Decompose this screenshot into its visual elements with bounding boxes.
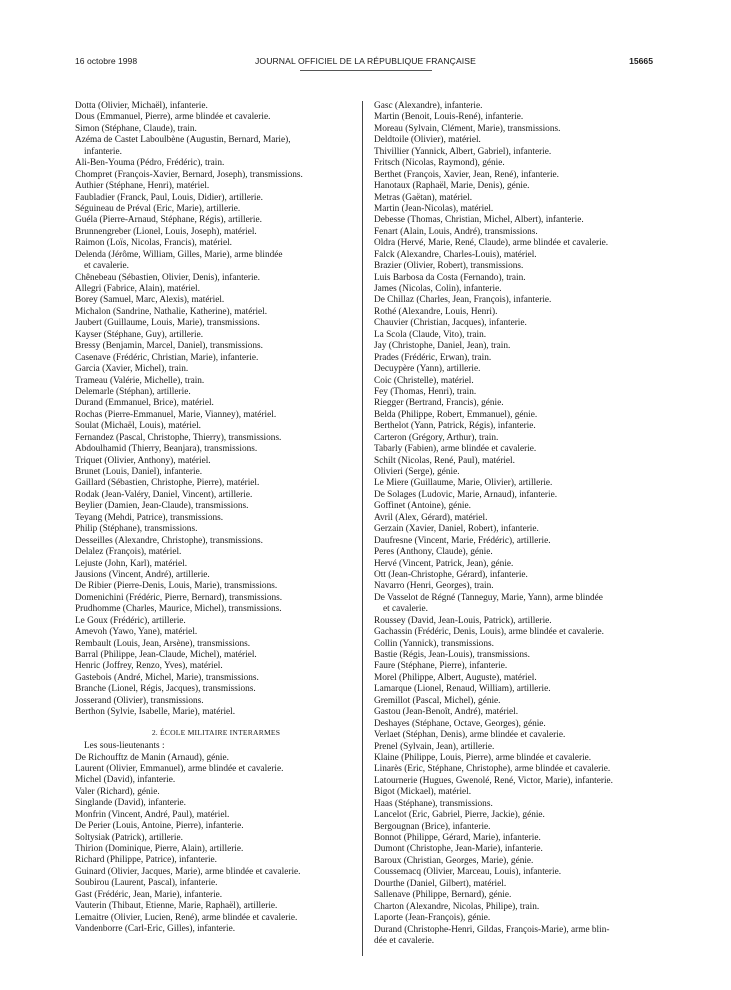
list-item: Chompret (François-Xavier, Bernard, Joseph), transmissions. (75, 169, 303, 180)
list-item: Charton (Alexandre, Nicolas, Philipe), train. (374, 901, 540, 912)
list-item: Navarro (Henri, Georges), train. (374, 581, 494, 592)
list-item: Peres (Anthony, Claude), génie. (374, 547, 493, 558)
list-item: Triquet (Olivier, Anthony), matériel. (75, 455, 211, 466)
list-item: Berthon (Sylvie, Isabelle, Marie), matériel. (75, 707, 236, 718)
list-item: Guéla (Pierre-Arnaud, Stéphane, Régis), artillerie. (75, 215, 262, 226)
list-item: Laurent (Olivier, Emmanuel), arme blindée et cavalerie. (75, 763, 284, 774)
list-item: Teyang (Mehdi, Patrice), transmissions. (75, 512, 224, 523)
list-item: Soulat (Michaël, Louis), matériel. (75, 421, 201, 432)
list-item: La Scola (Claude, Vito), train. (374, 329, 487, 340)
list-item: James (Nicolas, Colin), infanterie. (374, 284, 502, 294)
list-item: Verlaet (Stéphan, Denis), arme blindée et cavalerie. (374, 730, 566, 741)
list-item: Simon (Stéphane, Claude), train. (75, 123, 197, 134)
list-item: Borey (Samuel, Marc, Alexis), matériel. (75, 295, 225, 306)
list-item: Gast (Frédéric, Jean, Marie), infanterie. (75, 889, 223, 900)
list-item: Valer (Richard), génie. (75, 786, 160, 797)
right-column (374, 101, 656, 947)
list-item: Martin (Benoit, Louis-René), infanterie. (374, 112, 524, 123)
list-item: Thirion (Dominique, Pierre, Alain), artillerie. (75, 844, 244, 854)
list-item: Faure (Stéphane, Pierre), infanterie. (374, 661, 508, 672)
list-item: Henric (Joffrey, Renzo, Yves), matériel. (75, 661, 223, 672)
list-item: Thivillier (Yannick, Albert, Gabriel), infanterie. (374, 146, 552, 157)
list-item: Debesse (Thomas, Christian, Michel, Albert), infanterie. (374, 215, 584, 226)
list-item: Singlande (David), infanterie. (75, 798, 187, 809)
list-item: Avril (Alex, Gérard), matériel. (374, 512, 488, 523)
list-item: Gasc (Alexandre), infanterie. (374, 101, 483, 111)
list-item: Ali-Ben-Youma (Pédro, Frédéric), train. (75, 158, 225, 169)
list-item: Gastou (Jean-Benoît, André), matériel. (374, 707, 519, 718)
list-item: Vauterin (Thibaut, Etienne, Marie, Raphaël), artillerie. (75, 901, 278, 912)
list-item: Deldtoile (Olivier), matériel. (374, 135, 481, 146)
list-item: Séguineau de Préval (Eric, Marie), artillerie. (75, 203, 241, 214)
header-title: JOURNAL OFFICIEL DE LA RÉPUBLIQUE FRANÇAISE (255, 56, 476, 66)
list-item: De Solages (Ludovic, Marie, Arnaud), infanterie. (374, 489, 558, 500)
list-item: Rodak (Jean-Valéry, Daniel, Vincent), artillerie. (75, 489, 253, 500)
list-item: Haas (Stéphane), transmissions. (374, 798, 493, 809)
list-item: Hervé (Vincent, Patrick, Jean), génie. (374, 558, 514, 569)
list-item: Bonnot (Philippe, Gérard, Marie), infanterie. (374, 833, 541, 843)
list-item: Falck (Alexandre, Charles-Louis), matériel. (374, 249, 537, 260)
list-item: et cavalerie. (383, 604, 428, 615)
list-item: Daufresne (Vincent, Marie, Frédéric), artillerie. (374, 535, 551, 546)
list-item: Chauvier (Christian, Jacques), infanterie. (374, 318, 527, 329)
list-item: infanterie. (84, 146, 122, 157)
list-item: Ott (Jean-Christophe, Gérard), infanterie. (374, 569, 528, 580)
list-item: Gerzain (Xavier, Daniel, Robert), infanterie. (374, 524, 539, 535)
list-item: Branche (Lionel, Régis, Jacques), transmissions. (75, 684, 256, 695)
list-item: Coussemacq (Olivier, Marceau, Louis), infanterie. (374, 867, 562, 878)
list-item: Lejuste (John, Karl), matériel. (75, 558, 188, 569)
list-item: Lancelot (Eric, Gabriel, Pierre, Jackie), génie. (374, 810, 545, 821)
list-item: Trameau (Valérie, Michelle), train. (75, 375, 205, 386)
header-page-number: 15665 (629, 56, 653, 66)
list-item: Bressy (Benjamin, Marcel, Daniel), transmissions. (75, 341, 263, 352)
list-item: Le Miere (Guillaume, Marie, Olivier), artillerie. (374, 478, 553, 489)
list-item: Tabarly (Fabien), arme blindée et cavalerie. (374, 444, 537, 455)
list-item: Dotta (Olivier, Michaël), infanterie. (75, 101, 208, 111)
list-item: Laporte (Jean-François), génie. (374, 913, 491, 924)
list-item: Berthet (François, Xavier, Jean, René), infanterie. (374, 169, 559, 180)
list-item: Roussey (David, Jean-Louis, Patrick), artillerie. (374, 615, 552, 626)
list-item: Gastebois (André, Michel, Marie), transmissions. (75, 672, 259, 683)
list-item: Carteron (Grégory, Arthur), train. (374, 432, 499, 443)
list-item: Kayser (Stéphane, Guy), artillerie. (75, 329, 204, 340)
list-item: Delalez (François), matériel. (75, 547, 182, 558)
list-item: Jaubert (Guillaume, Louis, Marie), transmissions. (75, 318, 260, 329)
list-item: Olivieri (Serge), génie. (374, 467, 460, 477)
list-item: Garcia (Xavier, Michel), train. (75, 364, 189, 375)
list-item: Abdoulhamid (Thierry, Beanjara), transmissions. (75, 444, 258, 455)
list-item: Barral (Philippe, Jean-Claude, Michel), matériel. (75, 650, 257, 660)
list-item: Luis Barbosa da Costa (Fernando), train. (374, 272, 526, 283)
list-item: Azéma de Castet Laboulbène (Augustin, Bernard, Marie), (75, 135, 291, 146)
list-item: Fenart (Alain, Louis, André), transmissions. (374, 226, 538, 237)
list-item: Authier (Stéphane, Henri), matériel. (75, 181, 210, 192)
list-item: dée et cavalerie. (374, 935, 435, 946)
list-item: Goffinet (Antoine), génie. (374, 501, 471, 512)
list-item: Morel (Philippe, Albert, Auguste), matériel. (374, 672, 537, 683)
list-item: Desseilles (Alexandre, Christophe), transmissions. (75, 535, 263, 546)
list-item: Fernandez (Pascal, Christophe, Thierry), transmissions. (75, 432, 282, 443)
list-item: Chênebeau (Sébastien, Olivier, Denis), infanterie. (75, 272, 260, 283)
list-item: Fritsch (Nicolas, Raymond), génie. (374, 158, 505, 169)
list-item: et cavalerie. (84, 261, 129, 272)
list-item: Bergougnan (Brice), infanterie. (374, 821, 491, 832)
list-item: Schilt (Nicolas, René, Paul), matériel. (374, 455, 515, 466)
list-item: Raimon (Loïs, Nicolas, Francis), matériel. (75, 238, 232, 249)
list-item: Linarès (Eric, Stéphane, Christophe), arme blindée et cavalerie. (374, 764, 611, 775)
list-item: Decuypère (Yann), artillerie. (374, 364, 481, 375)
list-item: Amevoh (Yawo, Yane), matériel. (75, 627, 198, 638)
list-item: Gachassin (Frédéric, Denis, Louis), arme blindée et cavalerie. (374, 627, 605, 638)
list-item: Michalon (Sandrine, Nathalie, Katherine), matériel. (75, 306, 268, 317)
list-item: Soltysiak (Patrick), artillerie. (75, 832, 183, 843)
list-item: Brazier (Olivier, Robert), transmissions. (374, 261, 524, 272)
list-item: Jay (Christophe, Daniel, Jean), train. (374, 341, 511, 352)
list-item: Moreau (Sylvain, Clément, Marie), transmissions. (374, 123, 561, 134)
list-item: Durand (Emmanuel, Brice), matériel. (75, 398, 214, 409)
list-item: Monfrin (Vincent, André, Paul), matériel. (75, 809, 230, 820)
left-column (75, 101, 357, 936)
list-item: Michel (David), infanterie. (75, 775, 176, 786)
list-item: Rochas (Pierre-Emmanuel, Marie, Vianney), matériel. (75, 409, 277, 420)
list-item: Prudhomme (Charles, Maurice, Michel), transmissions. (75, 604, 282, 615)
list-item: De Ribier (Pierre-Denis, Louis, Marie), transmissions. (75, 581, 278, 592)
list-item: Bastie (Régis, Jean-Louis), transmissions. (374, 650, 530, 660)
list-item: Collin (Yannick), transmissions. (374, 638, 494, 649)
list-item: Faubladier (Franck, Paul, Louis, Didier), artillerie. (75, 192, 263, 203)
list-item: Prades (Frédéric, Erwan), train. (374, 352, 492, 363)
list-item: Belda (Philippe, Robert, Emmanuel), génie. (374, 409, 538, 420)
list-item: Delenda (Jérôme, William, Gilles, Marie), arme blindée (75, 249, 283, 260)
list-item: Latournerie (Hugues, Gwenolé, René, Victor, Marie), infanterie. (374, 775, 613, 786)
list-item: Lamarque (Lionel, Renaud, William), artillerie. (374, 684, 551, 695)
column-separator (362, 101, 363, 956)
list-item: Rothé (Alexandre, Louis, Henri). (374, 306, 498, 317)
list-item: Prenel (Sylvain, Jean), artillerie. (374, 741, 495, 752)
list-item: Le Goux (Frédéric), artillerie. (75, 615, 186, 626)
list-item: Klaine (Philippe, Louis, Pierre), arme blindée et cavalerie. (374, 752, 592, 763)
list-item: Brunet (Louis, Daniel), infanterie. (75, 467, 203, 477)
list-item: Sallenave (Philippe, Bernard), génie. (374, 890, 512, 901)
list-item: Dourthe (Daniel, Gilbert), matériel. (374, 878, 507, 889)
left-entry-list (75, 101, 357, 719)
list-item: De Vasselot de Régné (Tanneguy, Marie, Yann), arme blindée (374, 592, 603, 603)
list-item: Coic (Christelle), matériel. (374, 375, 474, 386)
list-item: Deshayes (Stéphane, Octave, Georges), génie. (374, 718, 546, 729)
list-item: Jausions (Vincent, André), artillerie. (75, 569, 210, 580)
list-item: Riegger (Bertrand, Francis), génie. (374, 398, 504, 409)
list-item: De Richoufftz de Manin (Arnaud), génie. (75, 752, 229, 763)
list-item: Lemaitre (Olivier, Lucien, René), arme blindée et cavalerie. (75, 912, 298, 923)
list-item: Durand (Christophe-Henri, Gildas, François-Marie), arme blin- (374, 924, 610, 935)
section-title: 2. ÉCOLE MILITAIRE INTERARMES (151, 727, 281, 737)
list-item: Bigot (Mickael), matériel. (374, 787, 472, 798)
list-item: Soubirou (Laurent, Pascal), infanterie. (75, 878, 218, 889)
list-item: Berthelot (Yann, Patrick, Régis), infanterie. (374, 421, 536, 432)
list-item: Vandenborre (Carl-Eric, Gilles), infanterie. (75, 924, 236, 935)
list-item: De Chillaz (Charles, Jean, François), infanterie. (374, 295, 552, 306)
list-item: Dous (Emmanuel, Pierre), arme blindée et cavalerie. (75, 112, 271, 123)
list-item: De Perier (Louis, Antoine, Pierre), infanterie. (75, 821, 244, 832)
list-item: Oldra (Hervé, Marie, René, Claude), arme blindée et cavalerie. (374, 238, 609, 249)
list-item: Domenichini (Frédéric, Pierre, Bernard), transmissions. (75, 592, 283, 603)
header-date: 16 octobre 1998 (75, 56, 138, 66)
right-entry-list (374, 101, 656, 947)
section-intro: Les sous-lieutenants : (84, 741, 165, 752)
section-entry-list (75, 753, 357, 936)
list-item: Casenave (Frédéric, Christian, Marie), infanterie. (75, 352, 259, 363)
list-item: Delemarle (Stéphan), artillerie. (75, 386, 191, 397)
page-header (0, 56, 731, 70)
list-item: Hanotaux (Raphaël, Marie, Denis), génie. (374, 181, 530, 192)
list-item: Rembault (Louis, Jean, Arsène), transmissions. (75, 638, 251, 649)
list-item: Gaillard (Sébastien, Christophe, Pierre), matériel. (75, 478, 260, 489)
list-item: Guinard (Olivier, Jacques, Marie), arme blindée et cavalerie. (75, 866, 301, 877)
list-item: Dumont (Christophe, Jean-Marie), infanterie. (374, 844, 543, 855)
list-item: Allegri (Fabrice, Alain), matériel. (75, 284, 200, 294)
list-item: Gremillot (Pascal, Michel), génie. (374, 695, 501, 706)
list-item: Baroux (Christian, Georges, Marie), génie. (374, 855, 534, 866)
list-item: Metras (Gaëtan), matériel. (374, 192, 473, 203)
list-item: Fey (Thomas, Henri), train. (374, 386, 477, 397)
header-rule (300, 70, 432, 71)
list-item: Richard (Philippe, Patrice), infanterie. (75, 855, 217, 866)
list-item: Beylier (Damien, Jean-Claude), transmissions. (75, 501, 249, 512)
list-item: Brunnengreber (Lionel, Louis, Joseph), matériel. (75, 226, 257, 237)
list-item: Martin (Jean-Nicolas), matériel. (374, 203, 494, 214)
list-item: Philip (Stéphane), transmissions. (75, 524, 198, 535)
list-item: Josserand (Olivier), transmissions. (75, 695, 204, 706)
